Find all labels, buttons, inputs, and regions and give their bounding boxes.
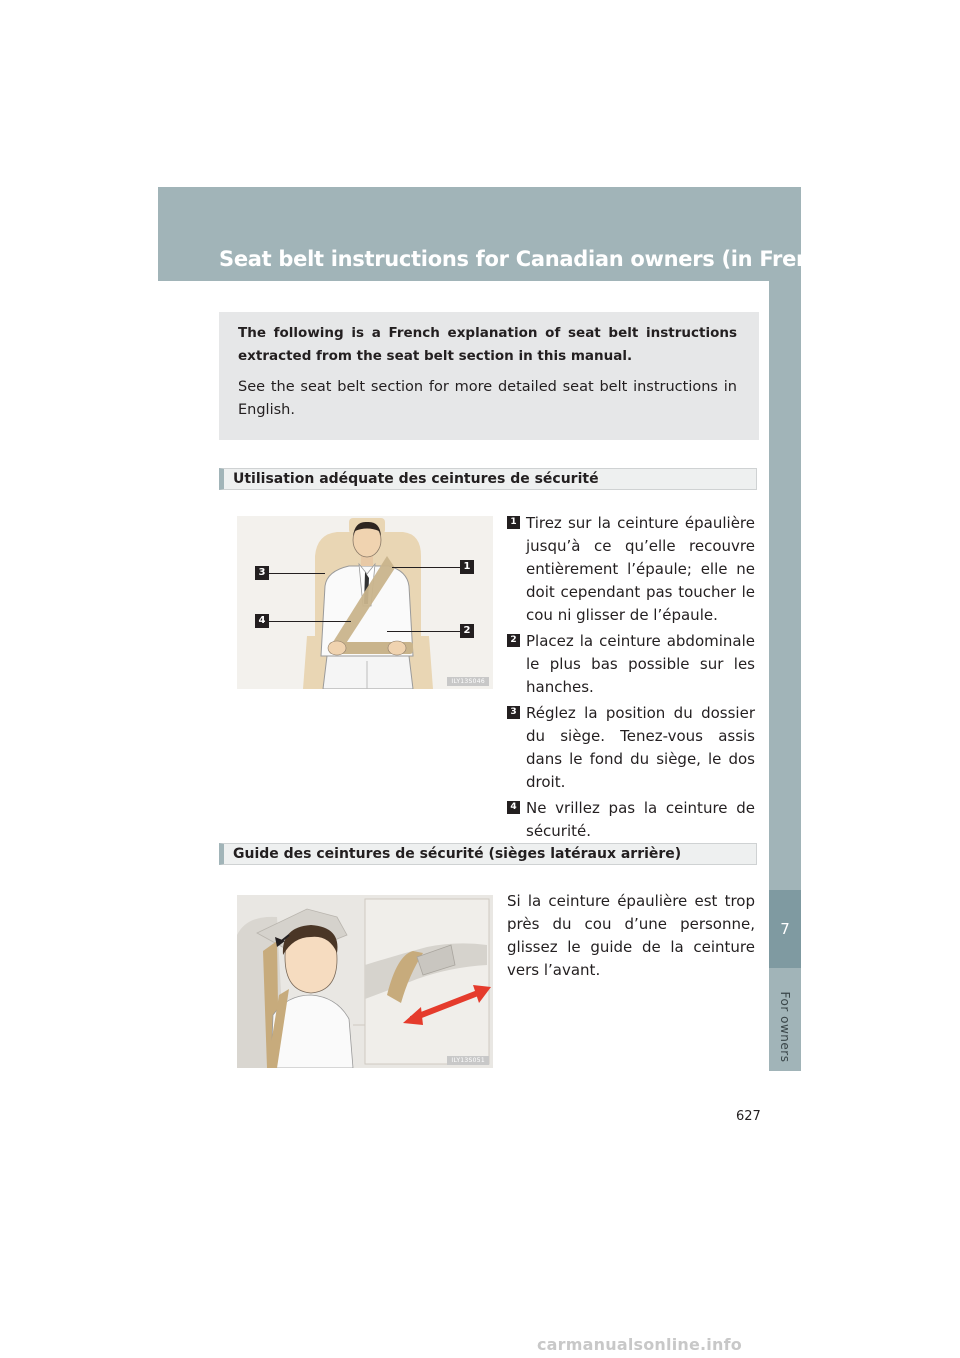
watermark: carmanualsonline.info — [537, 1335, 742, 1354]
step-number: 4 — [507, 801, 520, 814]
figure-id: ILY13S051 — [447, 1056, 489, 1065]
callout-line-4 — [269, 621, 351, 622]
child-seat-guide-drawing — [237, 895, 493, 1068]
step-item — [507, 512, 755, 627]
step-text: Ne vrillez pas la ceinture de sécurité. — [526, 799, 755, 840]
step-number: 1 — [507, 516, 520, 529]
callout-4: 4 — [255, 614, 269, 628]
callout-3: 3 — [255, 566, 269, 580]
chapter-label: For owners — [778, 991, 792, 1063]
seatbelt-steps — [507, 512, 755, 846]
step-item — [507, 630, 755, 699]
callout-line-1 — [392, 567, 460, 568]
callout-line-2 — [387, 631, 460, 632]
belt-guide-text: Si la ceinture épaulière est trop près du cou d’une personne, glissez le guide de la ceinture vers l’avant. — [507, 892, 755, 979]
intro-box — [219, 312, 759, 440]
seatbelt-illustration — [237, 516, 493, 689]
belt-guide-illustration — [237, 895, 493, 1068]
callout-1: 1 — [460, 560, 474, 574]
step-number: 3 — [507, 706, 520, 719]
figure-id: ILY13S046 — [447, 677, 489, 686]
intro-normal-text: See the seat belt section for more detailed seat belt instructions in English. — [238, 379, 737, 418]
chapter-number: 7 — [769, 890, 801, 968]
page-number: 627 — [736, 1109, 761, 1124]
step-text: Placez la ceinture abdominale le plus bas possible sur les hanches. — [526, 632, 755, 696]
callout-line-3 — [269, 573, 325, 574]
step-text: Réglez la position du dossier du siège. Tenez-vous assis dans le fond du siège, le dos droit. — [526, 704, 755, 791]
section-heading-seatbelt-use: Utilisation adéquate des ceintures de sécurité — [219, 468, 757, 490]
section-heading-belt-guide: Guide des ceintures de sécurité (sièges latéraux arrière) — [219, 843, 757, 865]
intro-bold-text: The following is a French explanation of seat belt instructions extracted from the seat belt section in this manual. — [238, 325, 737, 364]
step-text: Tirez sur la ceinture épaulière jusqu’à ce qu’elle recouvre entièrement l’épaule; elle ne doit cependant pas toucher le cou ni glisser de l’épaule. — [526, 514, 755, 624]
step-item — [507, 797, 755, 843]
page-title: Seat belt instructions for Canadian owners (in French) — [219, 247, 847, 271]
step-number: 2 — [507, 634, 520, 647]
step-item — [507, 702, 755, 794]
seated-man-drawing — [237, 516, 493, 689]
callout-2: 2 — [460, 624, 474, 638]
